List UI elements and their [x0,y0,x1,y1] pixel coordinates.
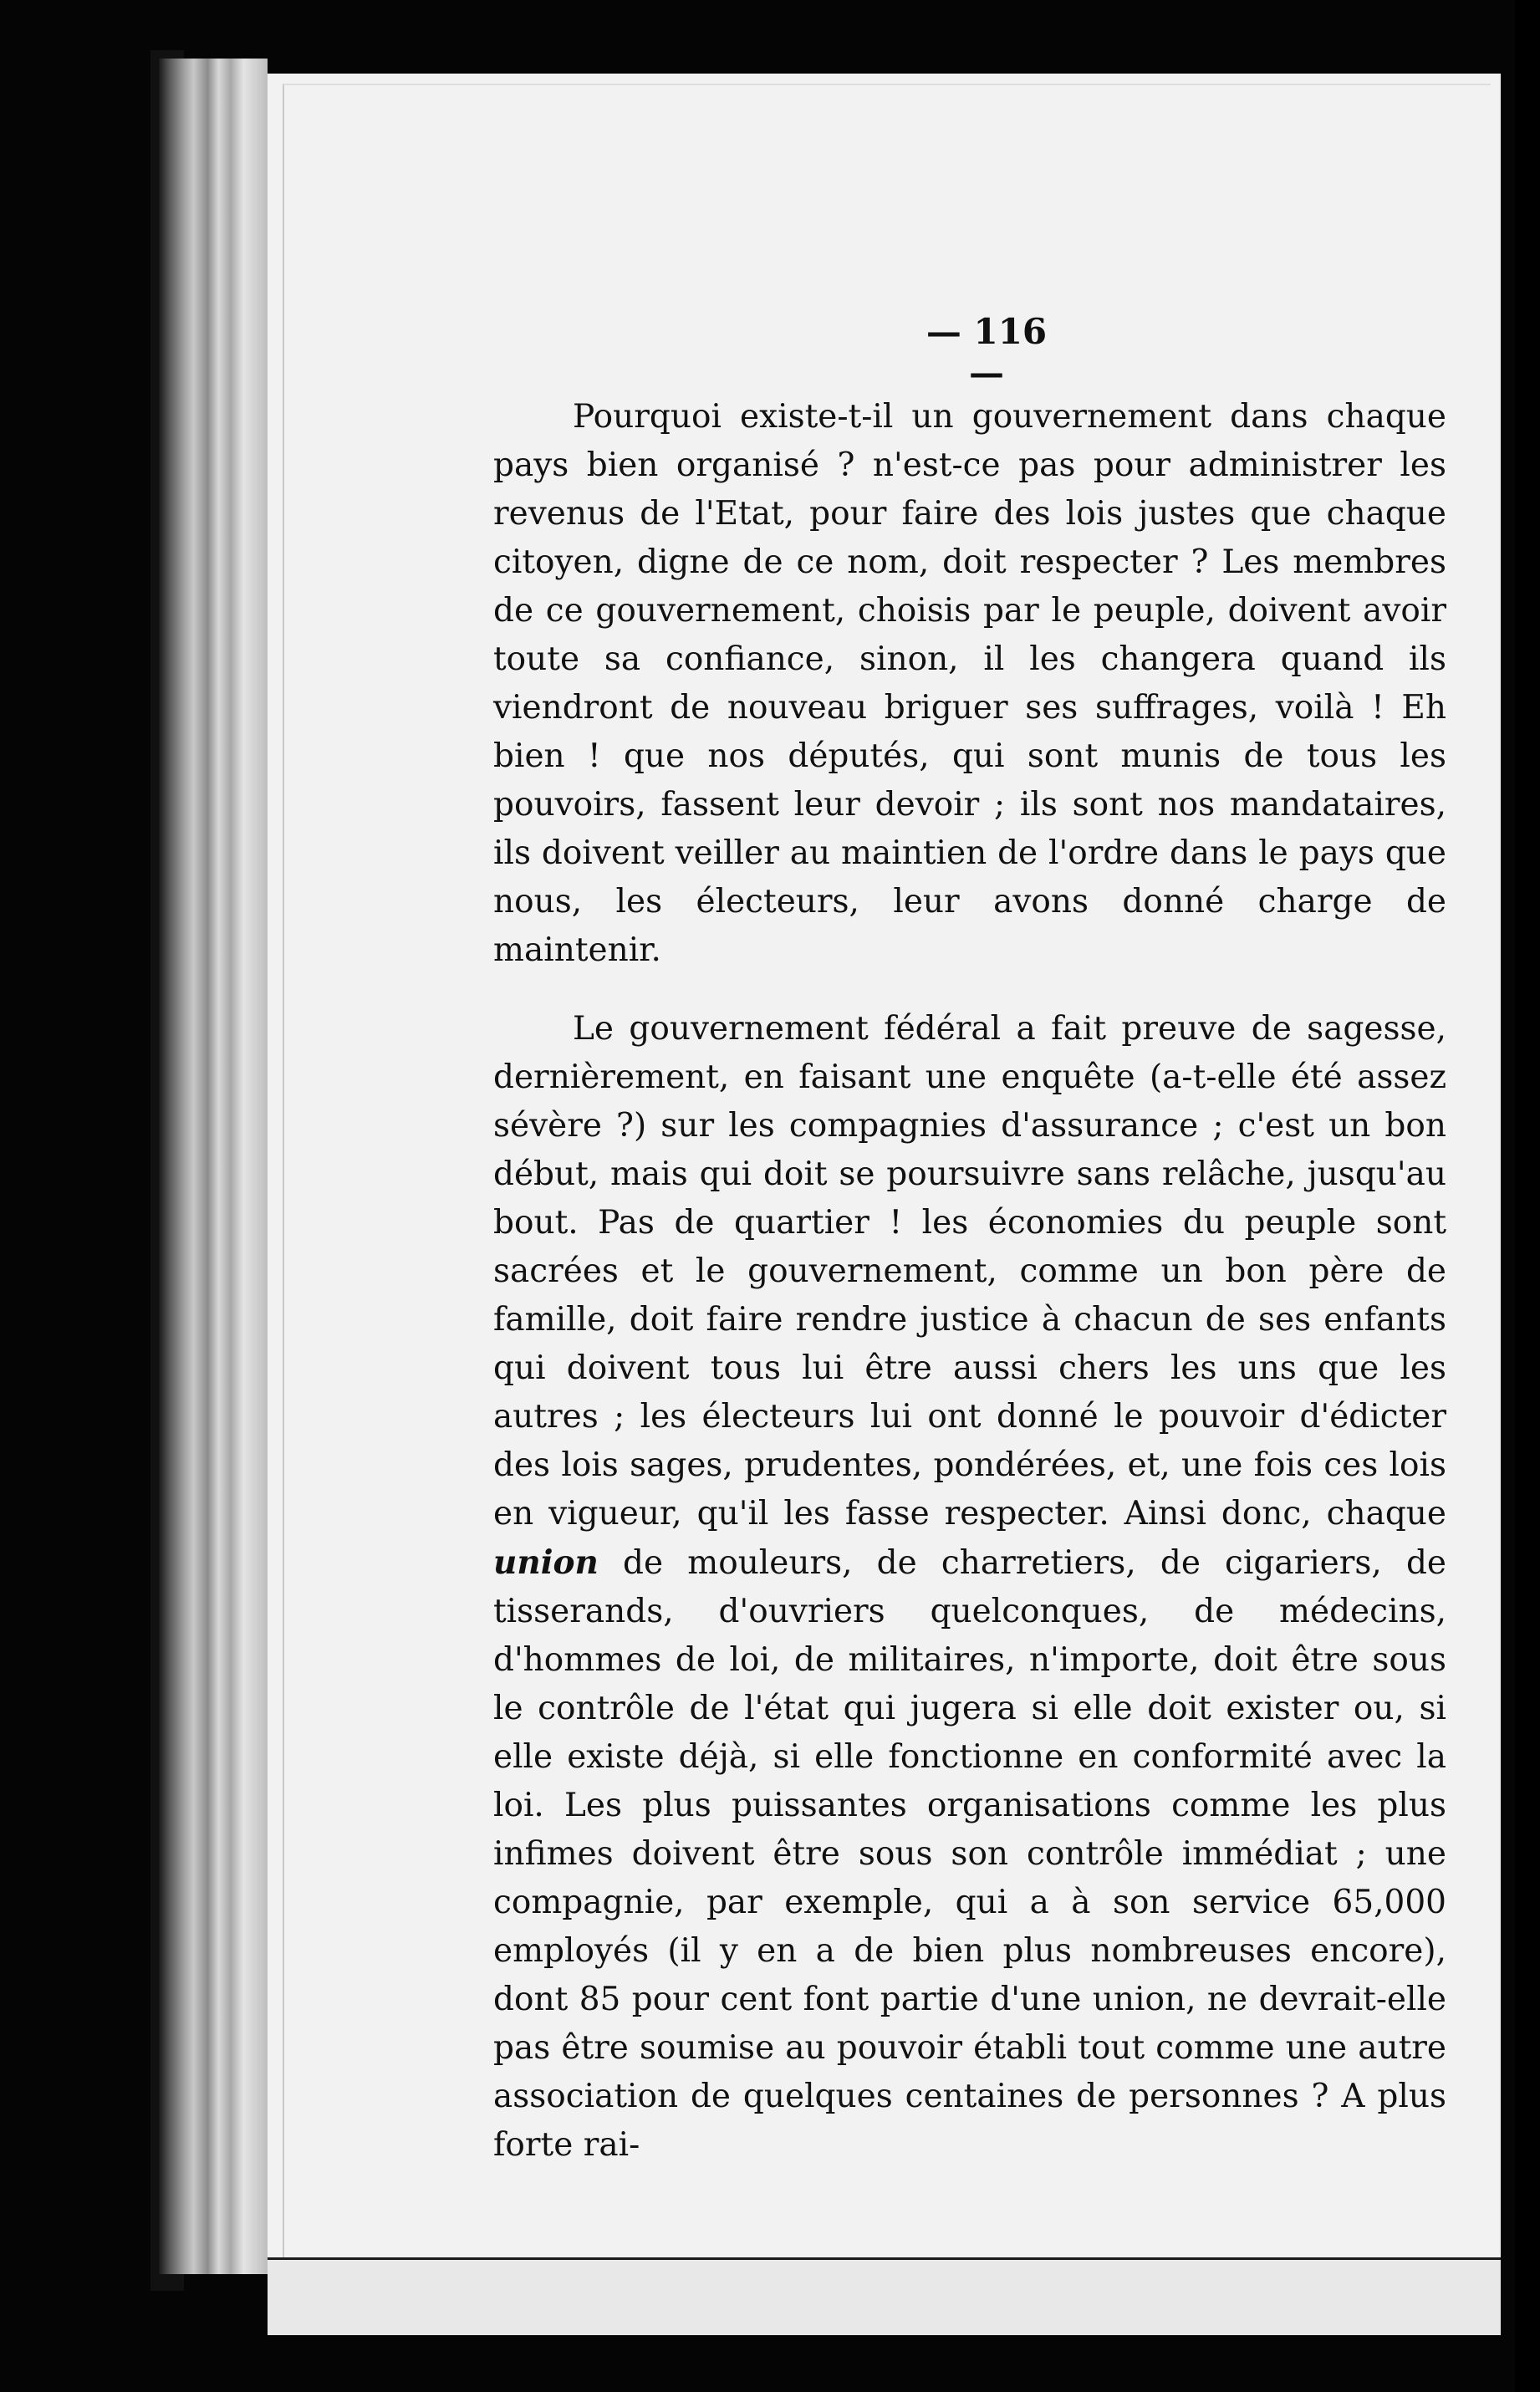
body-text [493,393,1446,2170]
emphasized-word: union [493,1543,599,1582]
paragraph-1: Pourquoi existe-t-il un gouvernement dans chaque pays bien organisé ? n'est-ce pas pour administrer les revenus de l'Etat, pour faire des lois justes que chaque citoyen, digne de ce nom, doit respecter ? Les membres de ce gouvernement, choisis par le peuple, doivent avoir toute sa confiance, sinon, il les changera quand ils viendront de nouveau briguer ses suffrages, voilà ! Eh bien ! que nos députés, qui sont munis de tous les pouvoirs, fassent leur devoir ; ils sont nos mandataires, ils doivent veiller au maintien de l'ordre dans le pays que nous, les électeurs, leur avons donné charge de maintenir. [493,398,1446,969]
frame-edge [1515,0,1540,2392]
paragraph-2 [493,1005,1446,2170]
book-spine [159,59,268,2274]
paragraph-2-start: Le gouvernement fédéral a fait preuve de sagesse, dernièrement, en faisant une enquête (a-t-elle été assez sévère ?) sur les compagnies d'assurance ; c'est un bon début, mais qui doit se poursuivre sans relâche, jusqu'au bout. Pas de quartier ! les économies du peuple sont sacrées et le gouvernement, comme un bon père de famille, doit faire rendre justice à chacun de ses enfants qui doivent tous lui être aussi chers les uns que les autres ; les électeurs lui ont donné le pouvoir d'édicter des lois sages, prudentes, pondérées, et, une fois ces lois en vigueur, qu'il les fasse respecter. Ainsi donc, chaque [493,1010,1446,1533]
paragraph-2-end: de mouleurs, de charretiers, de cigariers, de tisserands, d'ouvriers quelconques, de médecins, d'hommes de loi, de militaires, n'importe, doit être sous le contrôle de l'état qui jugera si elle doit exister ou, si elle existe déjà, si elle fonctionne en conformité avec la loi. Les plus puissantes organisations comme les plus infimes doivent être sous son contrôle immédiat ; une compagnie, par exemple, qui a à son service 65,000 employés (il y en a de bien plus nombreuses encore), dont 85 pour cent font partie d'une union, ne devrait-elle pas être soumise au pouvoir établi tout comme une autre association de quelques centaines de personnes ? A plus forte rai- [493,1544,1446,2164]
page-bottom-edge [268,2257,1501,2335]
page-number: — 116 — [926,311,1048,393]
